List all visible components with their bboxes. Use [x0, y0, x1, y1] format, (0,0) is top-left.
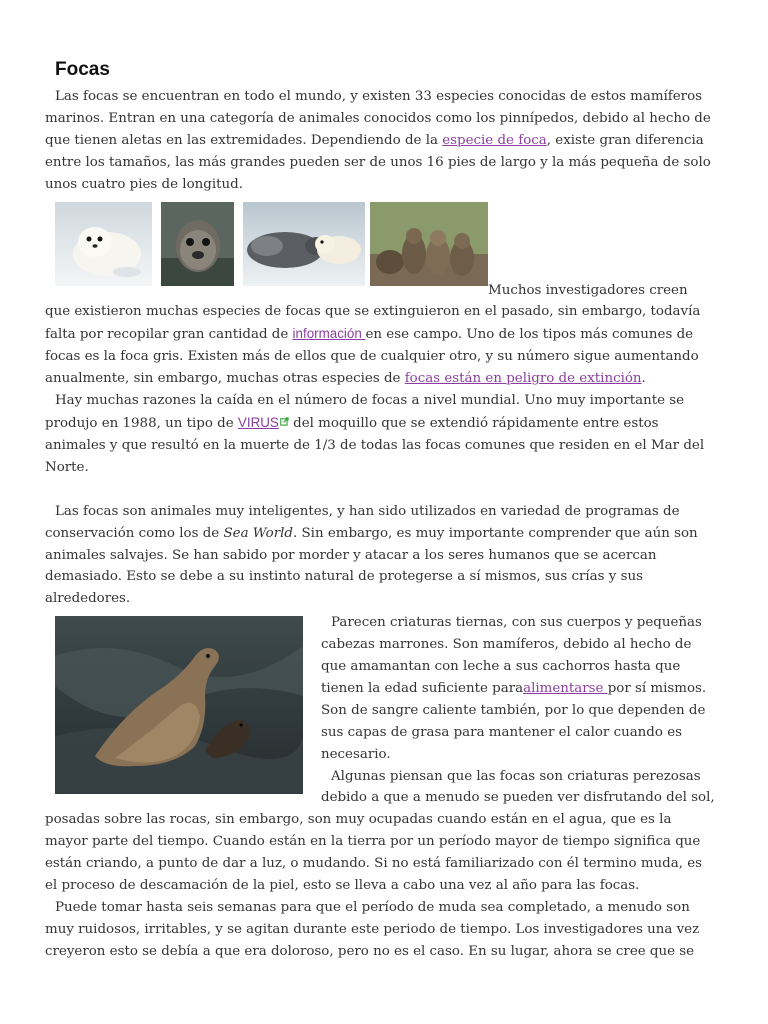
paragraph-molting: Puede tomar hasta seis semanas para que el período de muda sea completado, a menudo son muy ruidosos, irritables, y se agitan durante este periodo de tiempo. Los investigadores una vez creyeron esto se debía a que era doloroso, pero no es el caso. En su lugar, ahora se cree que se: [45, 900, 700, 959]
paragraph-behavior: Algunas piensan que las focas son criaturas perezosas debido a que a menudo se pueden ver disfrutando del sol, posadas sobre las rocas, sin embargo, son muy ocupadas cuando están en el agua, que es la mayor parte del tiempo. Cuando están en la tierra por un período mayor de tiempo significa que están criando, a punto de dar a luz, o mudando. Si no está familiarizado con él termino muda, es el proceso de descamación de la piel, esto se lleva a cabo una vez al año para las focas.: [45, 768, 715, 894]
seal-thumbnail-row: [45, 198, 715, 286]
sea-world-italic: Sea World: [223, 525, 293, 541]
paragraph-intelligence: Las focas son animales muy inteligentes, y han sido utilizados en variedad de programas de conservación como los de Sea World. Sin embargo, es muy importante comprender que aún son animales salvajes. Se han sabido por morder y atacar a los seres humanos que se acercan demasiado. Esto se debe a su instinto natural de protegerse a sí mismos, sus crías y sus alrededores.: [45, 503, 698, 607]
photo-harp-seal-pup: [55, 202, 152, 286]
page-title: Focas: [55, 59, 110, 80]
paragraph-virus: Hay muchas razones la caída en el número de focas a nivel mundial. Uno muy importante se produjo en 1988, un tipo de VIRUS del moquillo que se extendió rápidamente entre estos animales y que resultó en la muerte de 1/3 de todas las focas comunes que residen en el Mar del Norte.: [45, 393, 705, 475]
photo-seal-head: [161, 202, 234, 286]
photo-fur-seal-group: [370, 202, 488, 286]
paragraph-extinct-species: Muchos investigadores creen que existieron muchas especies de focas que se extinguieron en el pasado, sin embargo, todavía falta por recopilar gran cantidad de información en ese campo. Uno de los tipos más comunes de focas es la foca gris. Existen más de ellos que de cualquier otro, y su número sigue aumentando anualmente, sin embargo, muchas otras especies de focas están en peligro de extinción.: [45, 282, 701, 387]
article: [45, 58, 715, 963]
link-virus[interactable]: VIRUS: [237, 414, 279, 430]
link-especie-de-foca[interactable]: especie de foca: [442, 132, 547, 148]
paragraph-intro: Las focas se encuentran en todo el mundo, y existen 33 especies conocidas de estos mamíferos marinos. Entran en una categoría de animales conocidos como los pinnípedos, debido al hecho de que tienen aletas en las extremidades. Dependiendo de la especie de foca, existe gran diferencia entre los tamaños, las más grandes pueden ser de unos 16 pies de largo y la más pequeña de solo unos cuatro pies de longitud.: [45, 89, 711, 192]
photo-sea-lion-with-pup: [55, 616, 303, 794]
link-informacion[interactable]: información: [292, 326, 366, 342]
link-focas-peligro-extincion[interactable]: focas están en peligro de extinción: [404, 371, 642, 387]
external-link-icon[interactable]: [280, 417, 289, 426]
link-alimentarse[interactable]: alimentarse: [523, 680, 608, 696]
photo-seal-mother-pup: [243, 202, 365, 286]
paragraph-appearance: Parecen criaturas tiernas, con sus cuerpos y pequeñas cabezas marrones. Son mamíferos, debido al hecho de que amamantan con leche a sus cachorros hasta que tienen la edad suficiente paraalimentarse por sí mismos. Son de sangre caliente también, por lo que dependen de sus capas de grasa para mantener el calor cuando es necesario.: [321, 615, 707, 762]
